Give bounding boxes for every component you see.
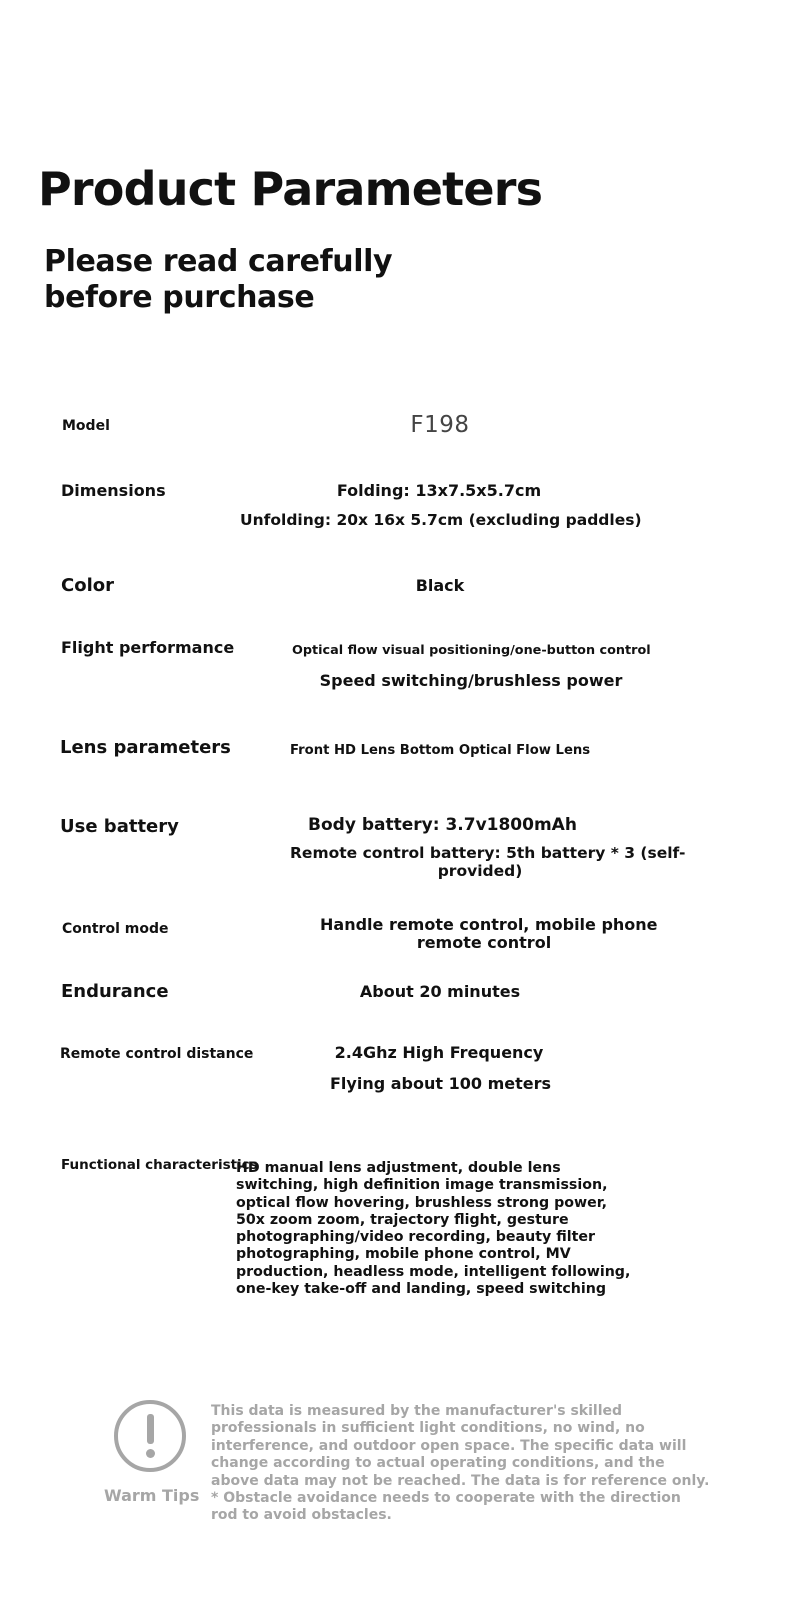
battery-remote-line-2: provided): [437, 862, 523, 880]
remote-distance-line-2: Flying about 100 meters: [330, 1074, 551, 1093]
page-subtitle: [44, 244, 392, 316]
remote-distance-line-1: 2.4Ghz High Frequency: [334, 1043, 544, 1062]
dimensions-label: Dimensions: [61, 481, 166, 500]
exclamation-circle-icon: [114, 1400, 186, 1472]
battery-body: Body battery: 3.7v1800mAh: [308, 815, 577, 835]
flight-performance-line-2: Speed switching/brushless power: [319, 671, 623, 690]
page-title: Product Parameters: [38, 162, 543, 216]
endurance-label: Endurance: [61, 981, 169, 1002]
remote-distance-label: Remote control distance: [60, 1046, 254, 1062]
model-value: F198: [410, 412, 470, 438]
dimensions-folding: Folding: 13x7.5x5.7cm: [336, 481, 542, 500]
warm-tips-label: Warm Tips: [104, 1486, 200, 1505]
control-mode-line-1: Handle remote control, mobile phone: [320, 915, 658, 934]
flight-performance-label: Flight performance: [61, 638, 235, 657]
warm-tips-text: This data is measured by the manufacturer's skilled professionals in sufficient light conditions, no wind, no interference, and outdoor open space. The specific data will change according to actual operating conditions, and the above data may not be reached. The data is for reference only. * Obstacle avoidance needs to cooperate with the direction rod to avoid obstacles.: [211, 1403, 710, 1524]
subtitle-line-2: before purchase: [44, 280, 315, 315]
dimensions-unfolding: Unfolding: 20x 16x 5.7cm (excluding paddles): [240, 511, 642, 529]
functional-characteristics-label: Functional characteristics: [61, 1157, 258, 1173]
lens-parameters-label: Lens parameters: [60, 737, 231, 758]
control-mode-line-2: remote control: [416, 933, 552, 952]
lens-parameters-value: Front HD Lens Bottom Optical Flow Lens: [290, 743, 591, 758]
functional-characteristics-value: HD manual lens adjustment, double lens switching, high definition image transmission, optical flow hovering, brushless strong power, 50x zoom zoom, trajectory flight, gesture photographing/video recording, beauty filter photographing, mobile phone control, MV production, headless mode, intelligent following, one-key take-off and landing, speed switching: [236, 1160, 631, 1298]
color-label: Color: [61, 575, 114, 596]
flight-performance-line-1: Optical flow visual positioning/one-button control: [292, 643, 651, 658]
model-label: Model: [62, 418, 110, 434]
color-value: Black: [415, 576, 465, 595]
subtitle-line-1: Please read carefully: [44, 244, 393, 279]
endurance-value: About 20 minutes: [359, 982, 521, 1001]
battery-remote-line-1: Remote control battery: 5th battery * 3 (self-: [290, 844, 686, 862]
control-mode-label: Control mode: [62, 921, 169, 937]
use-battery-label: Use battery: [60, 816, 179, 837]
